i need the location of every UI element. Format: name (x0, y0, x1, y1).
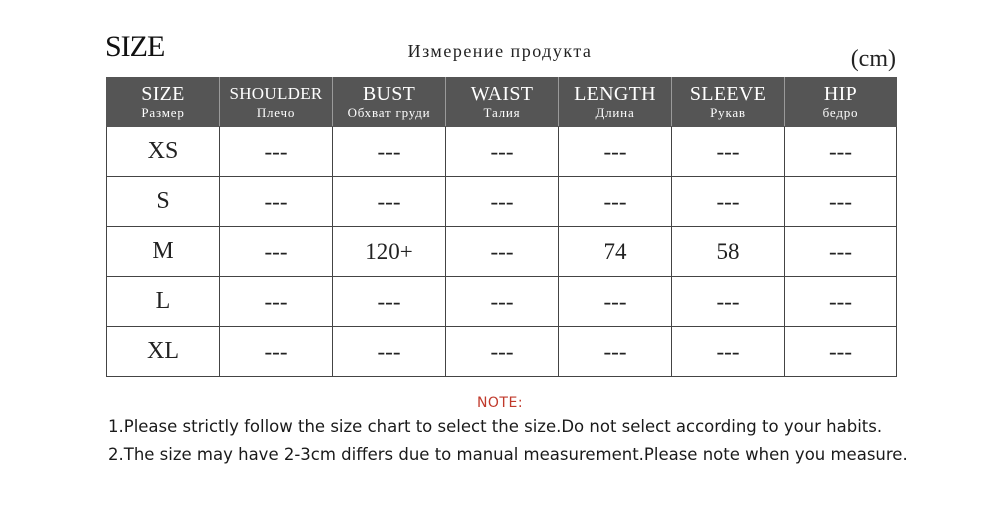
sleeve-cell: --- (672, 177, 785, 227)
note-line-1: 1.Please strictly follow the size chart to select the size.Do not select according to your habits. (108, 417, 883, 436)
note-line-2: 2.The size may have 2-3cm differs due to manual measurement.Please note when you measure. (108, 445, 908, 464)
sleeve-cell: --- (672, 127, 785, 177)
table-row (107, 177, 897, 227)
size-cell: S (107, 177, 220, 227)
header-label-ru: Плечо (256, 105, 296, 120)
size-cell: L (107, 277, 220, 327)
header-label: WAIST (470, 83, 534, 105)
header-hip (785, 78, 897, 127)
waist-cell: --- (446, 227, 559, 277)
bust-cell: --- (333, 127, 446, 177)
page-subtitle: Измерение продукта (407, 41, 593, 61)
bust-cell: --- (333, 327, 446, 377)
shoulder-cell: --- (220, 127, 333, 177)
header-label: SLEEVE (689, 83, 767, 105)
header-label-ru: Размер (141, 105, 185, 120)
bust-cell: --- (333, 277, 446, 327)
shoulder-cell: --- (220, 227, 333, 277)
length-cell: --- (559, 127, 672, 177)
note-title: NOTE: (476, 395, 524, 411)
hip-cell: --- (785, 277, 897, 327)
header-shoulder (220, 78, 333, 127)
hip-cell: --- (785, 127, 897, 177)
sleeve-cell: --- (672, 327, 785, 377)
hip-cell: --- (785, 227, 897, 277)
table-row (107, 127, 897, 177)
waist-cell: --- (446, 127, 559, 177)
header-label: LENGTH (574, 83, 656, 105)
header-waist (446, 78, 559, 127)
waist-cell: --- (446, 327, 559, 377)
waist-cell: --- (446, 277, 559, 327)
bust-cell: 120+ (333, 227, 446, 277)
sleeve-cell: 58 (672, 227, 785, 277)
length-cell: 74 (559, 227, 672, 277)
header-length (559, 78, 672, 127)
header-label-ru: Обхват груди (347, 105, 431, 120)
sleeve-cell: --- (672, 277, 785, 327)
header-label: SHOULDER (229, 84, 323, 103)
header-label-ru: бедро (822, 105, 859, 120)
header-label-ru: Рукав (710, 105, 746, 120)
header-sleeve (672, 78, 785, 127)
shoulder-cell: --- (220, 177, 333, 227)
size-cell: M (107, 227, 220, 277)
size-cell: XS (107, 127, 220, 177)
waist-cell: --- (446, 177, 559, 227)
shoulder-cell: --- (220, 327, 333, 377)
header-label-ru: Длина (595, 105, 635, 120)
hip-cell: --- (785, 327, 897, 377)
header-label-ru: Талия (483, 105, 521, 120)
shoulder-cell: --- (220, 277, 333, 327)
unit-label: (cm) (850, 46, 896, 72)
header-bust (333, 78, 446, 127)
page-title: SIZE (105, 30, 165, 63)
table-row (107, 277, 897, 327)
length-cell: --- (559, 177, 672, 227)
table-row (107, 327, 897, 377)
header-label: HIP (823, 83, 858, 105)
header-label: BUST (362, 83, 416, 105)
header-size (107, 78, 220, 127)
table-header-row (107, 78, 897, 127)
header-label: SIZE (141, 83, 185, 105)
hip-cell: --- (785, 177, 897, 227)
table-row (107, 227, 897, 277)
bust-cell: --- (333, 177, 446, 227)
length-cell: --- (559, 327, 672, 377)
length-cell: --- (559, 277, 672, 327)
size-cell: XL (107, 327, 220, 377)
size-chart-table (106, 77, 897, 377)
